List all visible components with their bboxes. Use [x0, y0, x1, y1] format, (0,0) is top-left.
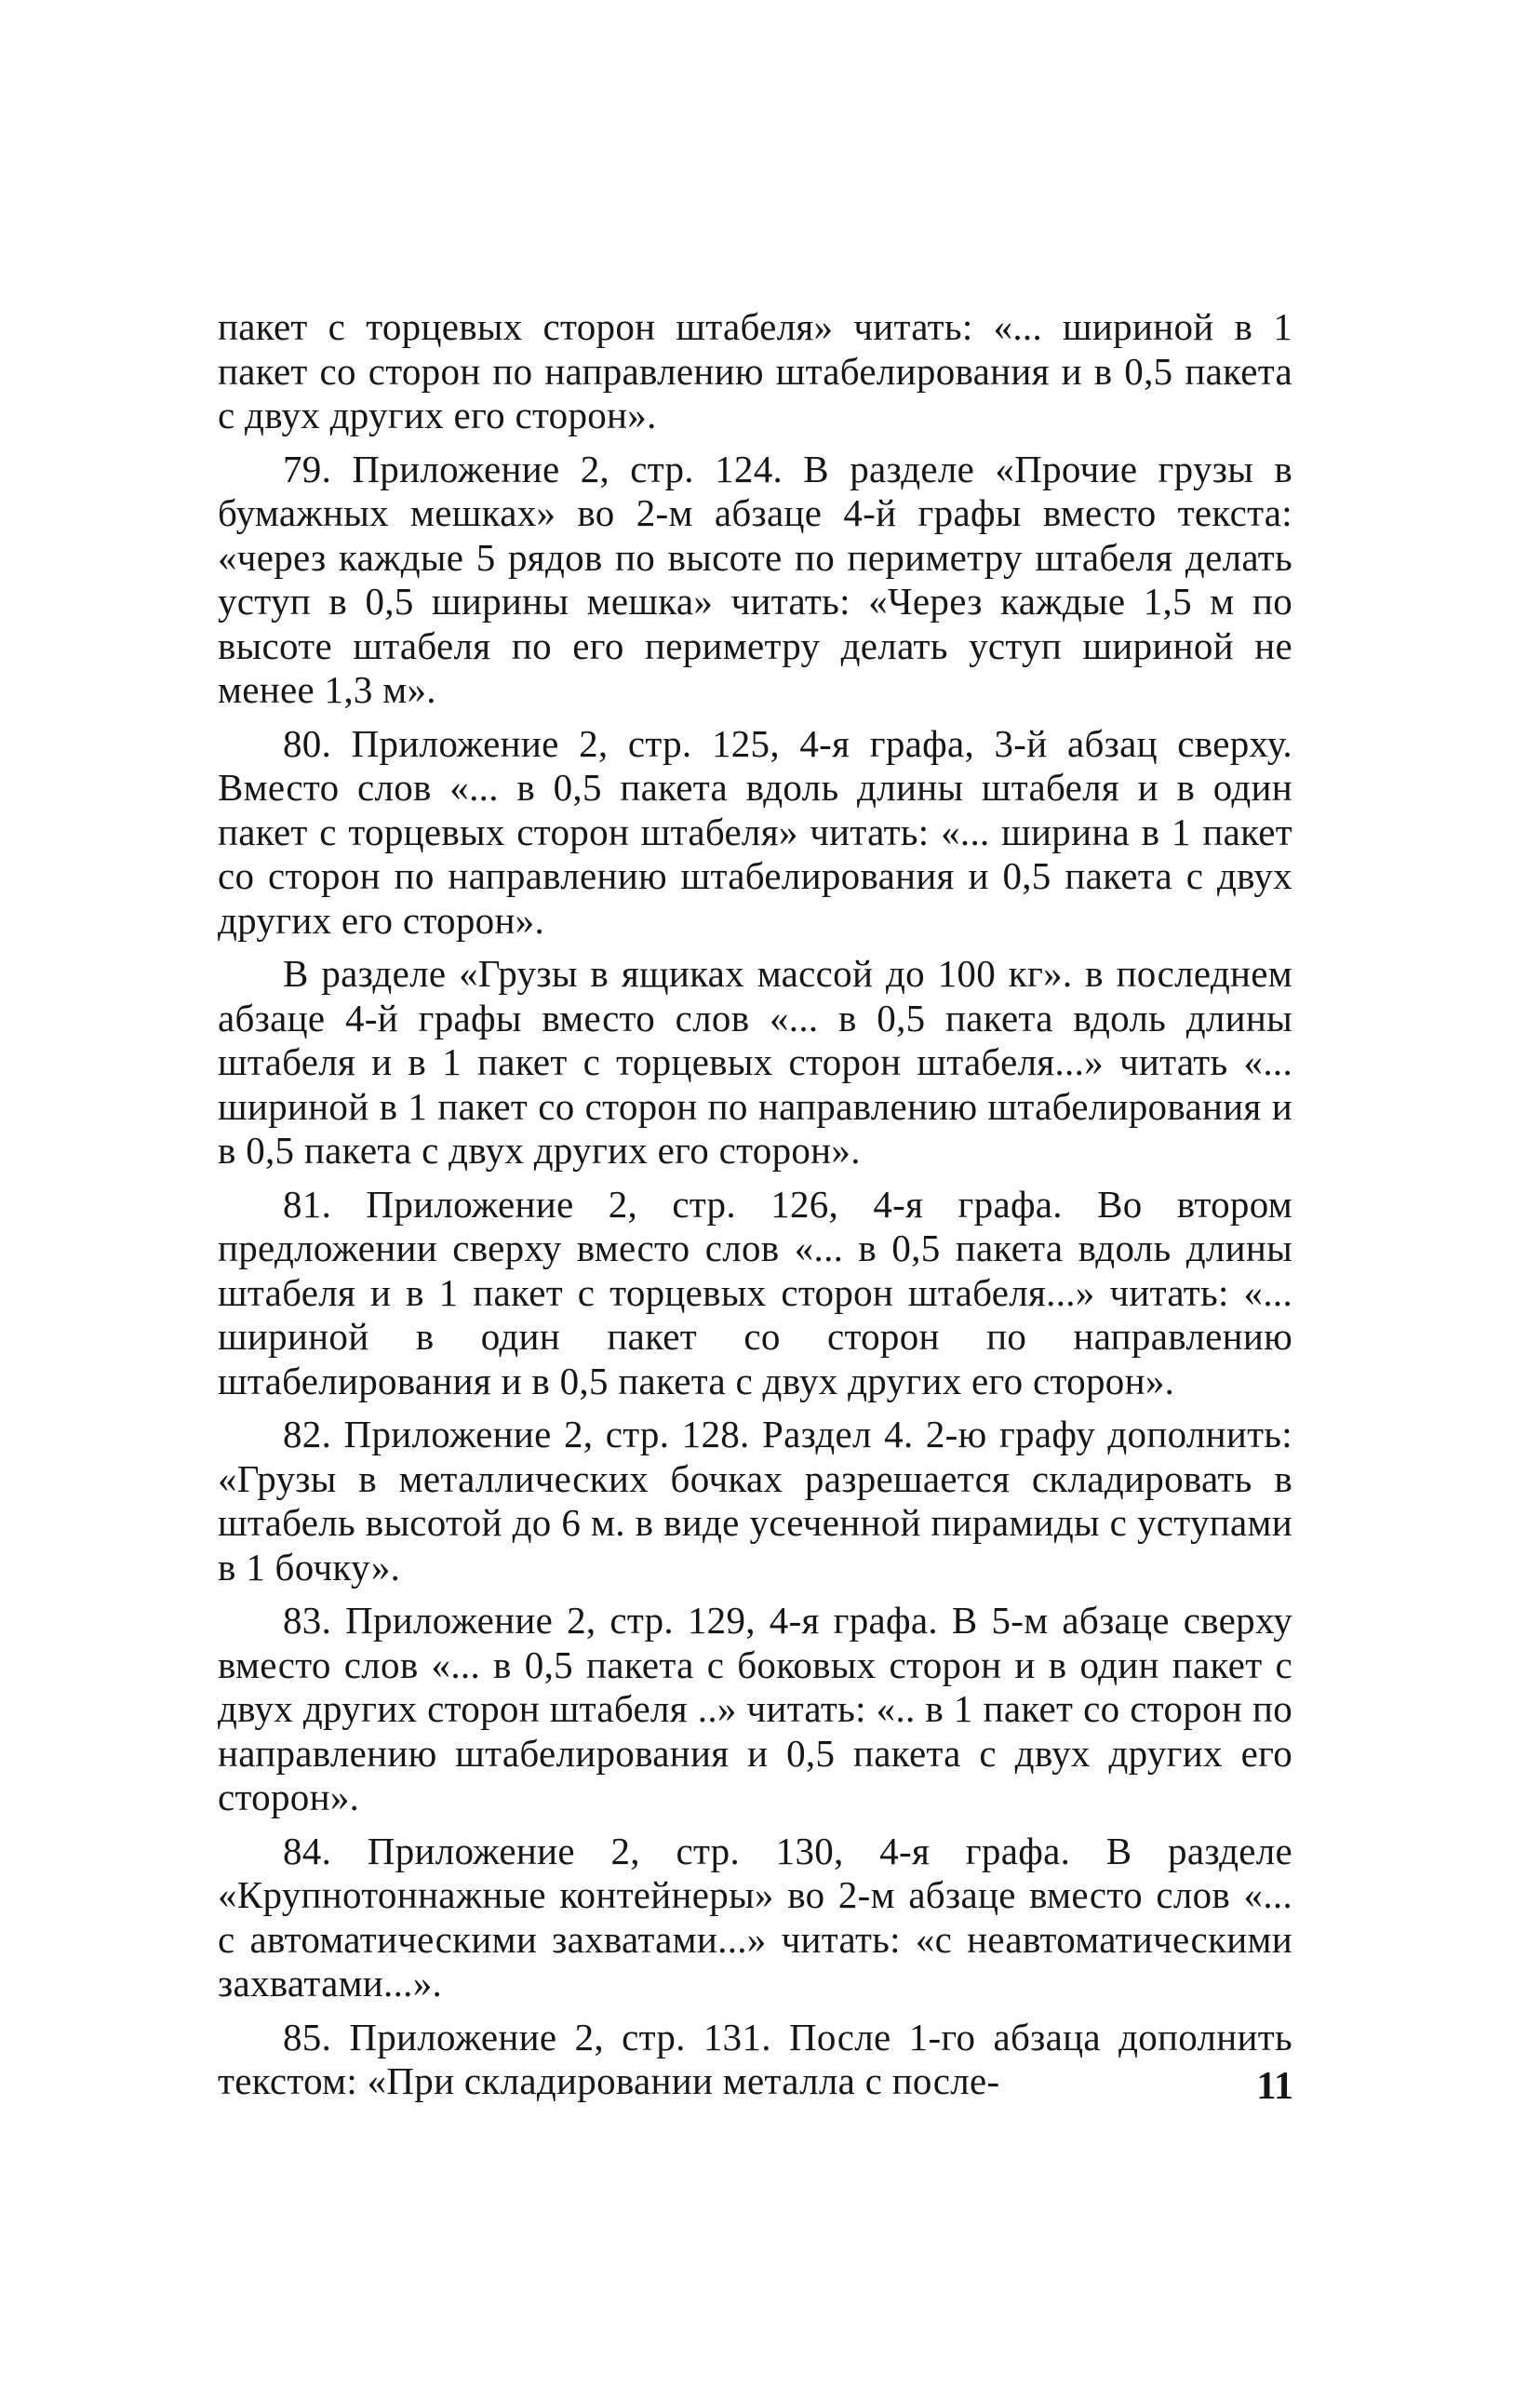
- paragraph-item-79: 79. Приложение 2, стр. 124. В разделе «Прочие грузы в бумажных мешках» во 2-м абзаце 4-й графы вместо текста: «через каждые 5 рядов по высоте по периметру штабеля делать уступ в 0,5 ширины мешка» читать: «Через каждые 1,5 м по высоте штабеля по его периметру делать уступ шириной не менее 1,3 м».: [218, 447, 1292, 711]
- paragraph-continuation: пакет с торцевых сторон штабеля» читать: «... шириной в 1 пакет со сторон по направлению штабелирования и в 0,5 пакета с двух других его сторон».: [218, 305, 1292, 436]
- paragraph-item-82: 82. Приложение 2, стр. 128. Раздел 4. 2-ю графу дополнить: «Грузы в металлических бочках разрешается складировать в штабель высотой до 6 м. в виде усеченной пирамиды с уступами в 1 бочку».: [218, 1413, 1292, 1589]
- paragraph-item-80: 80. Приложение 2, стр. 125, 4-я графа, 3-й абзац сверху. Вместо слов «... в 0,5 пакета вдоль длины штабеля и в один пакет с торцевых сторон штабеля» читать: «... ширина в 1 пакет со сторон по направлению штабелирования и 0,5 пакета с двух других его сторон».: [218, 721, 1292, 942]
- paragraph-boxes-section: В разделе «Грузы в ящиках массой до 100 кг». в последнем абзаце 4-й графы вместо слов «... в 0,5 пакета вдоль длины штабеля и в 1 пакет с торцевых сторон штабеля...» читать «... шириной в 1 пакет со сторон по направлению штабелирования и в 0,5 пакета с двух других его сторон».: [218, 952, 1292, 1172]
- body-text: [218, 305, 1292, 2104]
- paragraph-item-84: 84. Приложение 2, стр. 130, 4-я графа. В разделе «Крупнотоннажные контейнеры» во 2-м абзаце вместо слов «... с автоматическими захватами...» читать: «с неавтоматическими захватами...».: [218, 1829, 1292, 2005]
- paragraph-item-85: 85. Приложение 2, стр. 131. После 1-го абзаца дополнить текстом: «При складировании металла с после-: [218, 2015, 1292, 2102]
- page-number: 11: [1256, 2065, 1293, 2108]
- paragraph-item-83: 83. Приложение 2, стр. 129, 4-я графа. В 5-м абзаце сверху вместо слов «... в 0,5 пакета с боковых сторон и в один пакет с двух других сторон штабеля ..» читать: «.. в 1 пакет со сторон по направлению штабелирования и 0,5 пакета с двух других его сторон».: [218, 1599, 1292, 1818]
- paragraph-item-81: 81. Приложение 2, стр. 126, 4-я графа. Во втором предложении сверху вместо слов «... в 0,5 пакета вдоль длины штабеля и в 1 пакет с торцевых сторон штабеля...» читать: «... шириной в один пакет со сторон по направлению штабелирования и в 0,5 пакета с двух других его сторон».: [218, 1182, 1292, 1402]
